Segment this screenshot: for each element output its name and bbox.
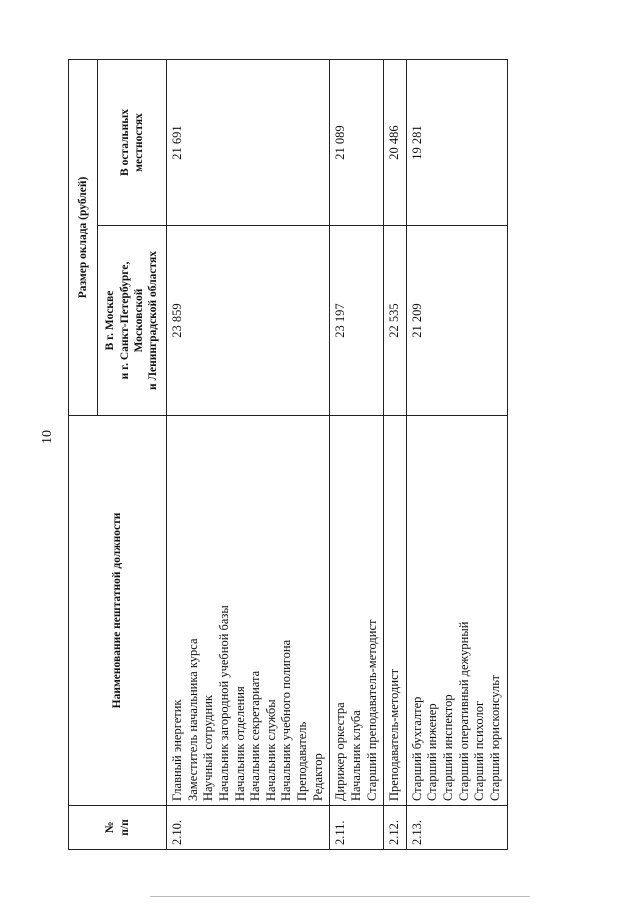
other-salary: 19 281 bbox=[406, 59, 507, 225]
position-name: Старший инспектор bbox=[441, 694, 455, 801]
row-number: 2.12. bbox=[384, 806, 407, 850]
other-salary: 20 486 bbox=[384, 59, 407, 225]
position-name: Начальник загородной учебной базы bbox=[216, 605, 231, 801]
position-name: Дирижер оркестра bbox=[333, 702, 348, 801]
row-number: 2.11. bbox=[330, 806, 384, 850]
header-row-top bbox=[69, 59, 98, 849]
table-row bbox=[167, 59, 330, 849]
row-names bbox=[167, 416, 330, 806]
position-name: Старший психолог bbox=[472, 700, 487, 801]
position-name: Начальник учебного полигона bbox=[279, 639, 294, 801]
row-names bbox=[406, 416, 507, 806]
row-names bbox=[330, 416, 384, 806]
salary-header: Размер оклада (рублей) bbox=[69, 59, 98, 415]
moscow-header-line: Московской bbox=[133, 288, 145, 353]
position-name: Главный энергетик bbox=[170, 699, 184, 801]
position-name: Начальник секретариата bbox=[248, 670, 263, 801]
salary-table bbox=[68, 59, 508, 850]
rotated-table-sheet bbox=[68, 60, 640, 850]
number-header-line: № bbox=[104, 821, 117, 834]
moscow-header-line: В г. Москве bbox=[104, 290, 117, 351]
number-header-line: п/п bbox=[118, 819, 131, 836]
position-name: Старший оперативный дежурный bbox=[456, 621, 471, 801]
position-name: Преподаватель bbox=[295, 721, 309, 801]
table-row bbox=[330, 59, 384, 849]
moscow-header-line: и Ленинградской областях bbox=[147, 251, 160, 390]
position-name: Редактор bbox=[310, 753, 325, 801]
other-salary: 21 691 bbox=[167, 59, 330, 225]
position-name: Преподаватель-методист bbox=[387, 668, 402, 801]
moscow-salary: 23 197 bbox=[330, 226, 384, 416]
position-name: Начальник службы bbox=[263, 699, 278, 801]
other-header-line: местностях bbox=[133, 113, 145, 172]
position-name: Начальник отделения bbox=[232, 686, 247, 801]
position-name: Научный сотрудник bbox=[201, 695, 216, 801]
other-salary: 21 089 bbox=[330, 59, 384, 225]
position-name: Заместитель начальника курса bbox=[185, 638, 200, 801]
other-header bbox=[98, 59, 167, 225]
position-name: Начальник клуба bbox=[348, 710, 363, 801]
table-row bbox=[406, 59, 507, 849]
number-header bbox=[69, 806, 167, 850]
row-number: 2.13. bbox=[406, 806, 507, 850]
position-name: Старший бухгалтер bbox=[409, 696, 424, 801]
name-header: Наименование нештатной должности bbox=[69, 416, 167, 806]
page-edge-divider bbox=[150, 896, 530, 897]
moscow-salary: 22 535 bbox=[384, 226, 407, 416]
page-number: 10 bbox=[40, 430, 55, 444]
moscow-header bbox=[98, 226, 167, 416]
moscow-header-line: и г. Санкт-Петербурге, bbox=[118, 261, 131, 380]
position-name: Старший преподаватель-методист bbox=[364, 619, 379, 801]
moscow-salary: 21 209 bbox=[406, 226, 507, 416]
row-names bbox=[384, 416, 407, 806]
moscow-salary: 23 859 bbox=[167, 226, 330, 416]
table-row bbox=[384, 59, 407, 849]
row-number: 2.10. bbox=[167, 806, 330, 850]
position-name: Старший инженер bbox=[425, 703, 440, 801]
other-header-line: В остальных bbox=[118, 109, 131, 176]
position-name: Старший юрисконсульт bbox=[487, 675, 502, 801]
